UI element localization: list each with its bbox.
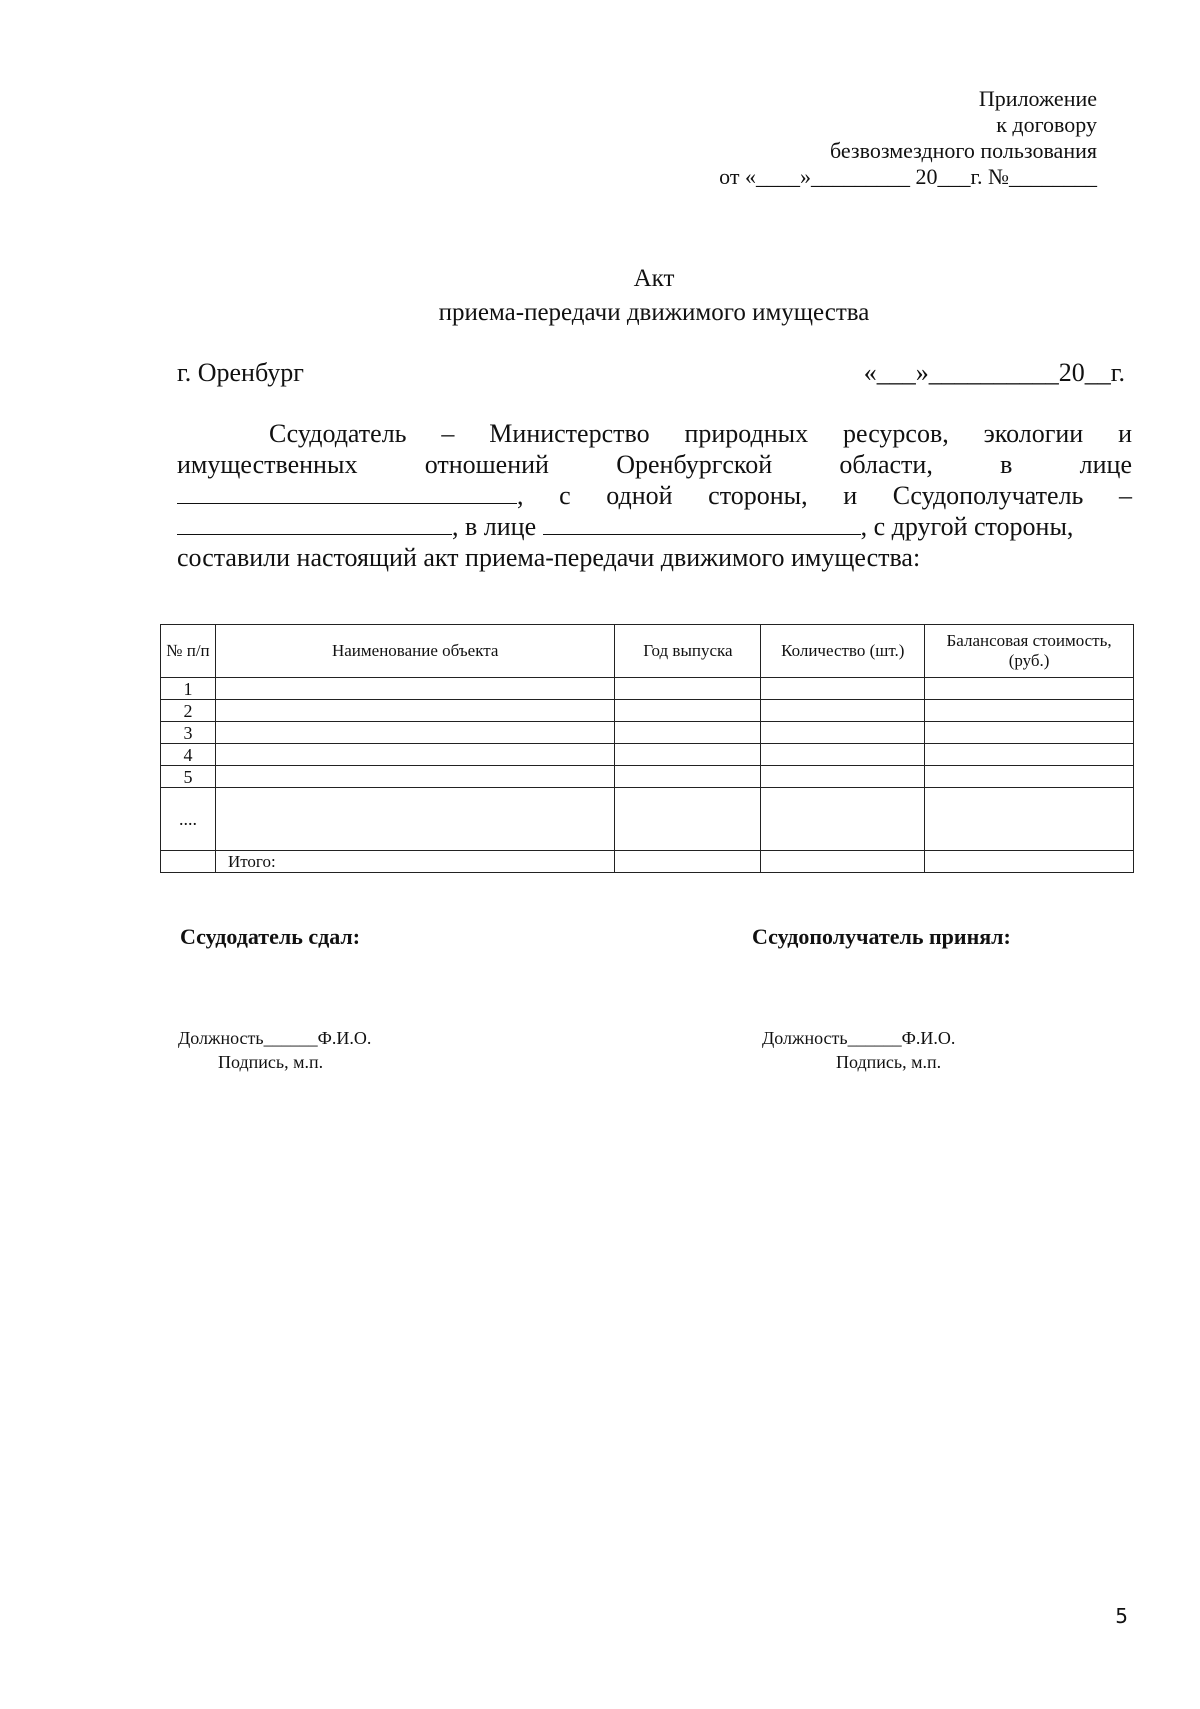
act-date: «___»__________20__г. <box>863 358 1125 387</box>
table-row <box>161 678 1134 700</box>
receiver-position-line: Должность______Ф.И.О. <box>762 1028 956 1048</box>
body-part-4: , с другой стороны, <box>860 512 1074 541</box>
receiver-sign-line: Подпись, м.п. <box>836 1052 942 1072</box>
receiver-heading: Ссудополучатель принял: <box>752 924 1011 949</box>
total-label: Итого: <box>215 851 615 873</box>
row-number: 4 <box>161 744 216 766</box>
recipient-representative-blank <box>543 512 861 535</box>
header-year: Год выпуска <box>615 625 761 678</box>
header-quantity: Количество (шт.) <box>761 625 925 678</box>
place-of-signing: г. Оренбург <box>177 358 304 387</box>
header-balance-cost: Балансовая стоимость, (руб.) <box>925 625 1134 678</box>
row-number: 3 <box>161 722 216 744</box>
act-body <box>177 418 1132 573</box>
appendix-line-3: безвозмездного пользования <box>829 138 1097 163</box>
table-header-row <box>161 625 1134 678</box>
row-number: 1 <box>161 678 216 700</box>
page-number: 5 <box>1115 1604 1128 1628</box>
body-part-1: Ссудодатель – Министерство природных ресурсов, экологии и имущественных отношений Оренбургской области, в лице <box>177 419 1132 479</box>
body-part-2: , с одной стороны, и Ссудополучатель – <box>517 481 1132 510</box>
recipient-blank <box>177 512 452 535</box>
giver-sign-line: Подпись, м.п. <box>218 1052 324 1072</box>
header-number: № п/п <box>161 625 216 678</box>
header-object-name: Наименование объекта <box>215 625 615 678</box>
appendix-line-1: Приложение <box>978 86 1097 111</box>
appendix-line-4: от «____»_________ 20___г. №________ <box>719 164 1097 189</box>
table-row <box>161 744 1134 766</box>
body-part-3: , в лице <box>452 512 537 541</box>
document-subtitle: приема-передачи движимого имущества <box>438 299 870 326</box>
representative-blank <box>177 481 517 504</box>
property-table <box>160 624 1134 873</box>
row-number: 2 <box>161 700 216 722</box>
appendix-block <box>617 86 1097 190</box>
row-number: 5 <box>161 766 216 788</box>
table-row <box>161 766 1134 788</box>
document-title: Акт <box>633 265 675 292</box>
body-part-5: составили настоящий акт приема-передачи движимого имущества: <box>177 543 921 572</box>
giver-position-line: Должность______Ф.И.О. <box>178 1028 372 1048</box>
table-row <box>161 722 1134 744</box>
table-row <box>161 700 1134 722</box>
row-number: .... <box>161 788 216 851</box>
appendix-line-2: к договору <box>996 112 1097 137</box>
giver-heading: Ссудодатель сдал: <box>180 924 361 949</box>
table-row <box>161 788 1134 851</box>
total-row <box>161 851 1134 873</box>
